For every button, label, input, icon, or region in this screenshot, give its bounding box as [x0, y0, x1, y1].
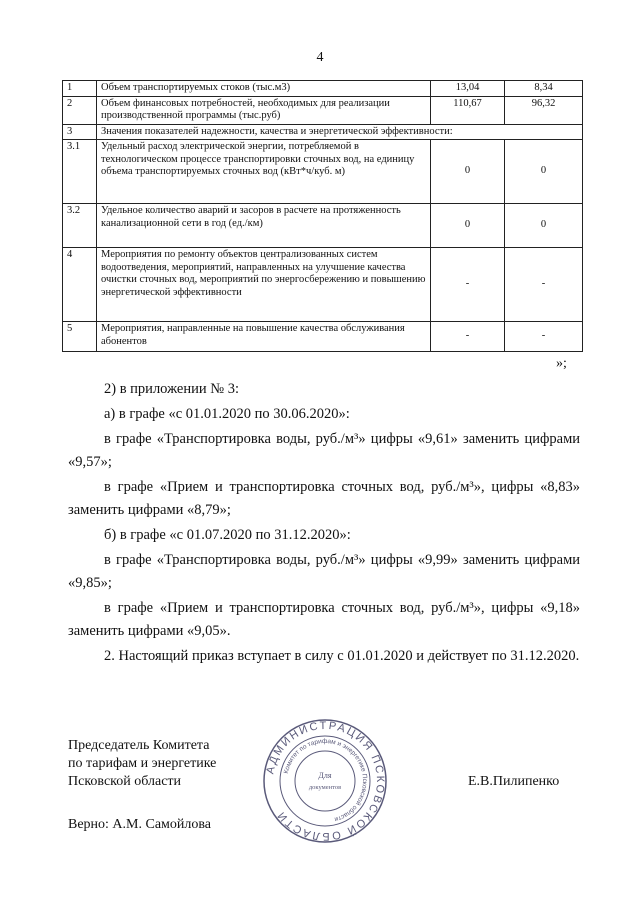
- quote-end: »;: [556, 356, 567, 371]
- position-line: Псковской области: [68, 774, 182, 789]
- row-name: Удельное количество аварий и засоров в расчете на протяженность канализационной сети в год (ед./км): [97, 204, 431, 248]
- row-number: 3.2: [63, 204, 97, 248]
- paragraph: в графе «Прием и транспортировка сточных вод, руб./м³», цифры «8,83» заменить цифрами «8,79»;: [68, 479, 580, 518]
- row-value-2: 96,32: [505, 96, 583, 124]
- row-number: 4: [63, 248, 97, 322]
- table-row: [63, 96, 583, 124]
- paragraph: б) в графе «с 01.07.2020 по 31.12.2020»:: [104, 527, 351, 543]
- table-row: [63, 248, 583, 322]
- page-number: 4: [316, 50, 324, 65]
- row-number: 2: [63, 96, 97, 124]
- table-row: [63, 204, 583, 248]
- table-row: [63, 140, 583, 204]
- row-number: 5: [63, 322, 97, 352]
- row-name: Объем транспортируемых стоков (тыс.м3): [97, 81, 431, 97]
- row-value-2: 8,34: [505, 81, 583, 97]
- row-value-1: -: [431, 248, 505, 322]
- official-seal-stamp: [262, 718, 388, 844]
- row-value-2: 0: [505, 204, 583, 248]
- signatory-name: Е.В.Пилипенко: [468, 774, 560, 789]
- row-value-1: -: [431, 322, 505, 352]
- row-name: Значения показателей надежности, качества и энергетической эффективности:: [97, 124, 583, 140]
- paragraph: 2. Настоящий приказ вступает в силу с 01.01.2020 и действует по 31.12.2020.: [104, 648, 580, 664]
- position-line: Председатель Комитета: [68, 738, 210, 753]
- stamp-center-line-2: документов: [308, 784, 342, 791]
- row-value-2: -: [505, 248, 583, 322]
- table-row: [63, 124, 583, 140]
- row-name: Мероприятия, направленные на повышение качества обслуживания абонентов: [97, 322, 431, 352]
- row-value-1: 0: [431, 140, 505, 204]
- row-number: 3.1: [63, 140, 97, 204]
- verified-by: Верно: А.М. Самойлова: [68, 817, 212, 832]
- indicators-table: [62, 80, 583, 352]
- row-value-1: 0: [431, 204, 505, 248]
- row-number: 1: [63, 81, 97, 97]
- signatory-position: [68, 737, 216, 791]
- row-value-1: 13,04: [431, 81, 505, 97]
- amendments-text: [68, 378, 580, 668]
- stamp-outer-text: АДМИНИСТРАЦИЯ ПСКОВСКОЙ ОБЛАСТИ: [264, 719, 387, 843]
- paragraph: 2) в приложении № 3:: [104, 381, 239, 397]
- stamp-inner-text: Комитет по тарифам и энергетике Псковской области: [282, 737, 369, 823]
- paragraph: в графе «Прием и транспортировка сточных вод, руб./м³», цифры «9,18» заменить цифрами «9,05».: [68, 600, 580, 639]
- row-name: Объем финансовых потребностей, необходимых для реализации производственной программы (тыс.руб): [97, 96, 431, 124]
- stamp-center-line-1: Для: [318, 771, 332, 780]
- row-value-2: 0: [505, 140, 583, 204]
- row-number: 3: [63, 124, 97, 140]
- position-line: по тарифам и энергетике: [68, 756, 217, 771]
- paragraph: а) в графе «с 01.01.2020 по 30.06.2020»:: [104, 406, 350, 422]
- paragraph: в графе «Транспортировка воды, руб./м³» цифры «9,61» заменить цифрами «9,57»;: [68, 431, 580, 470]
- row-value-2: -: [505, 322, 583, 352]
- table-row: [63, 322, 583, 352]
- row-name: Мероприятия по ремонту объектов централизованных систем водоотведения, мероприятий, направленных на улучшение качества очистки сточных вод, мероприятий по энергосбережению и повышению энергетической эффективности: [97, 248, 431, 322]
- row-value-1: 110,67: [431, 96, 505, 124]
- paragraph: в графе «Транспортировка воды, руб./м³» цифры «9,99» заменить цифрами «9,85»;: [68, 552, 580, 591]
- row-name: Удельный расход электрической энергии, потребляемой в технологическом процессе транспортировки сточных вод, на единицу объема транспортируемых сточных вод (кВт*ч/куб. м): [97, 140, 431, 204]
- table-row: [63, 81, 583, 97]
